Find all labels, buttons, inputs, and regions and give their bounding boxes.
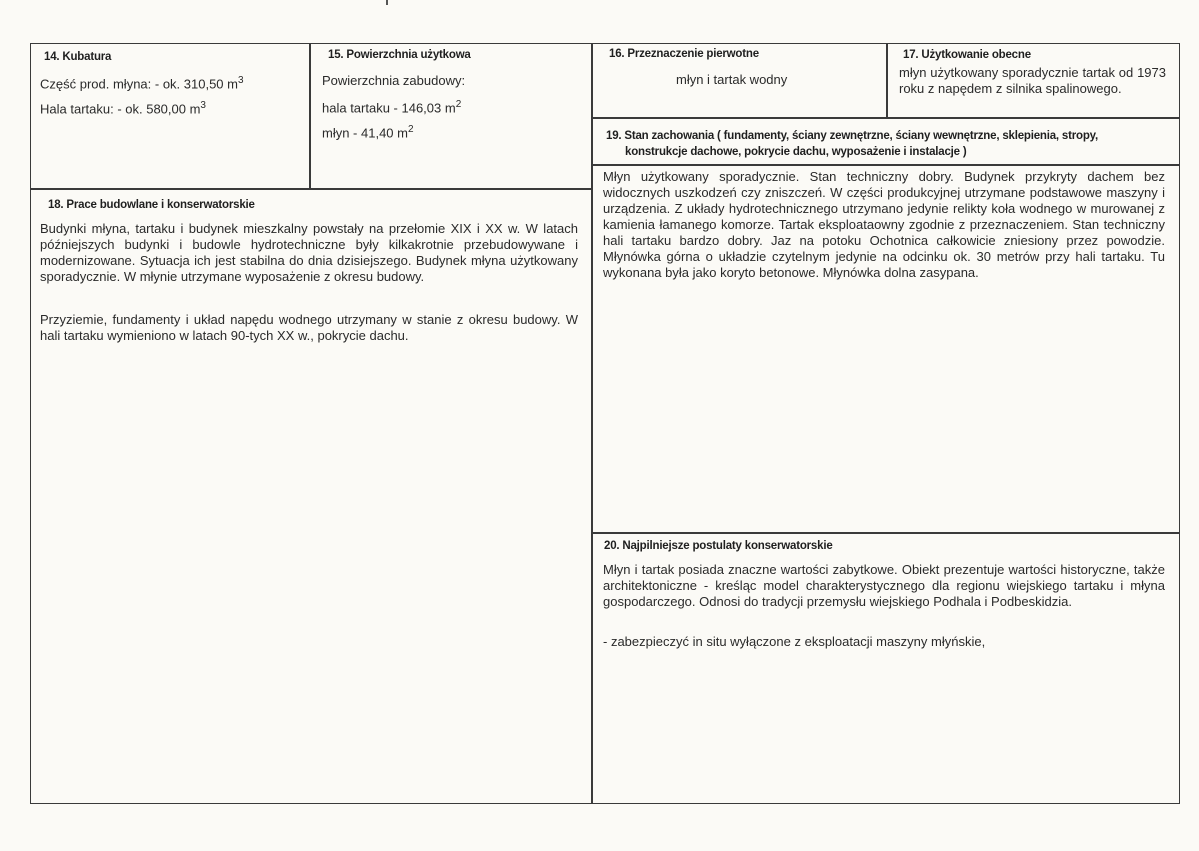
section-20-title: 20. Najpilniejsze postulaty konserwatorskie xyxy=(604,540,833,552)
section-19-title-line-2: konstrukcje dachowe, pokrycie dachu, wyposażenie i instalacje ) xyxy=(625,146,967,158)
kubatura-line-2: Hala tartaku: - ok. 580,00 $m^3$ xyxy=(40,100,206,117)
postulaty-line-2: - zabezpieczyć in situ wyłączone z eksploatacji maszyny młyńskie, xyxy=(603,634,986,649)
section-19-title-line-1: 19. Stan zachowania ( fundamenty, ściany zewnętrzne, ściany wewnętrzne, sklepienia, stropy, xyxy=(606,130,1099,142)
uzytkowanie-text: młyn użytkowany sporadycznie tartak od 1973 roku z napędem z silnika spalinowego. xyxy=(899,65,1166,96)
section-15-title: 15. Powierzchnia użytkowa xyxy=(328,49,471,61)
section-16-title: 16. Przeznaczenie pierwotne xyxy=(609,48,759,60)
divider-left-right xyxy=(591,43,593,804)
powierzchnia-line-1: Powierzchnia zabudowy: xyxy=(322,73,466,88)
przeznaczenie-text: młyn i tartak wodny xyxy=(676,72,788,87)
section-18-title: 18. Prace budowlane i konserwatorskie xyxy=(48,199,255,211)
prace-paragraph-1: Budynki młyna, tartaku i budynek mieszkalny powstały na przełomie XIX i XX w. W latach późniejszych budynki i budowle hydrotechniczne były kilkakrotnie przebudowywane i modernizowane. Sytuacja ich jest stabilna do dnia dzisiejszego. Budynek młyna użytkowany sporadycznie. W młynie utrzymane wyposażenie z okresu budowy. xyxy=(40,221,578,284)
section-17-title: 17. Użytkowanie obecne xyxy=(903,49,1031,61)
divider-16-19 xyxy=(591,117,1180,119)
scan-mark xyxy=(386,0,388,5)
divider-14-15 xyxy=(309,43,311,189)
kubatura-line-1: Część prod. młyna: - ok. 310,50 $m^3$ xyxy=(40,75,244,92)
stan-zachowania-text: Młyn użytkowany sporadycznie. Stan techniczny dobry. Budynek przykryty dachem bez widocznych uszkodzeń czy zniszczeń. W części produkcyjnej utrzymane podstawowe maszyny i urządzenia. Z układy hydrotechnicznego utrzymano jedynie relikty koła wodnego w murowanej z kamienia łamanego komorze. Tartak eksploataowny zgodnie z przeznaczeniem. Stan techniczny hali tartaku bardzo dobry. Jaz na potoku Ochotnica całkowicie zniesiony przez powodzie. Młynówka górna o układzie czytelnym jedynie na odcinku ok. 30 metrów przy hali tartaku. Tu wykonana była jako koryto betonowe. Młynówka dolna zasypana. xyxy=(603,169,1165,280)
divider-19-20 xyxy=(591,532,1180,534)
form-frame xyxy=(30,43,1180,804)
powierzchnia-line-2: hala tartaku - 146,03 $m^2$ xyxy=(322,99,462,116)
divider-19-header xyxy=(591,164,1180,166)
powierzchnia-line-3: młyn - 41,40 $m^2$ xyxy=(322,124,414,141)
section-14-title: 14. Kubatura xyxy=(44,51,112,63)
divider-16-17 xyxy=(886,43,888,118)
divider-top-18 xyxy=(30,188,592,190)
prace-paragraph-2: Przyziemie, fundamenty i układ napędu wodnego utrzymany w stanie z okresu budowy. W hali tartaku wymieniono w latach 90-tych XX w., pokrycie dachu. xyxy=(40,312,578,343)
postulaty-text: Młyn i tartak posiada znaczne wartości zabytkowe. Obiekt prezentuje wartości historyczne, także architektoniczne - kreśląc model charakterystycznego dla regionu wiejskiego tartaku i młyna gospodarczego. Odnosi do tradycji przemysłu wiejskiego Podhala i Podbeskidzia. xyxy=(603,562,1165,609)
